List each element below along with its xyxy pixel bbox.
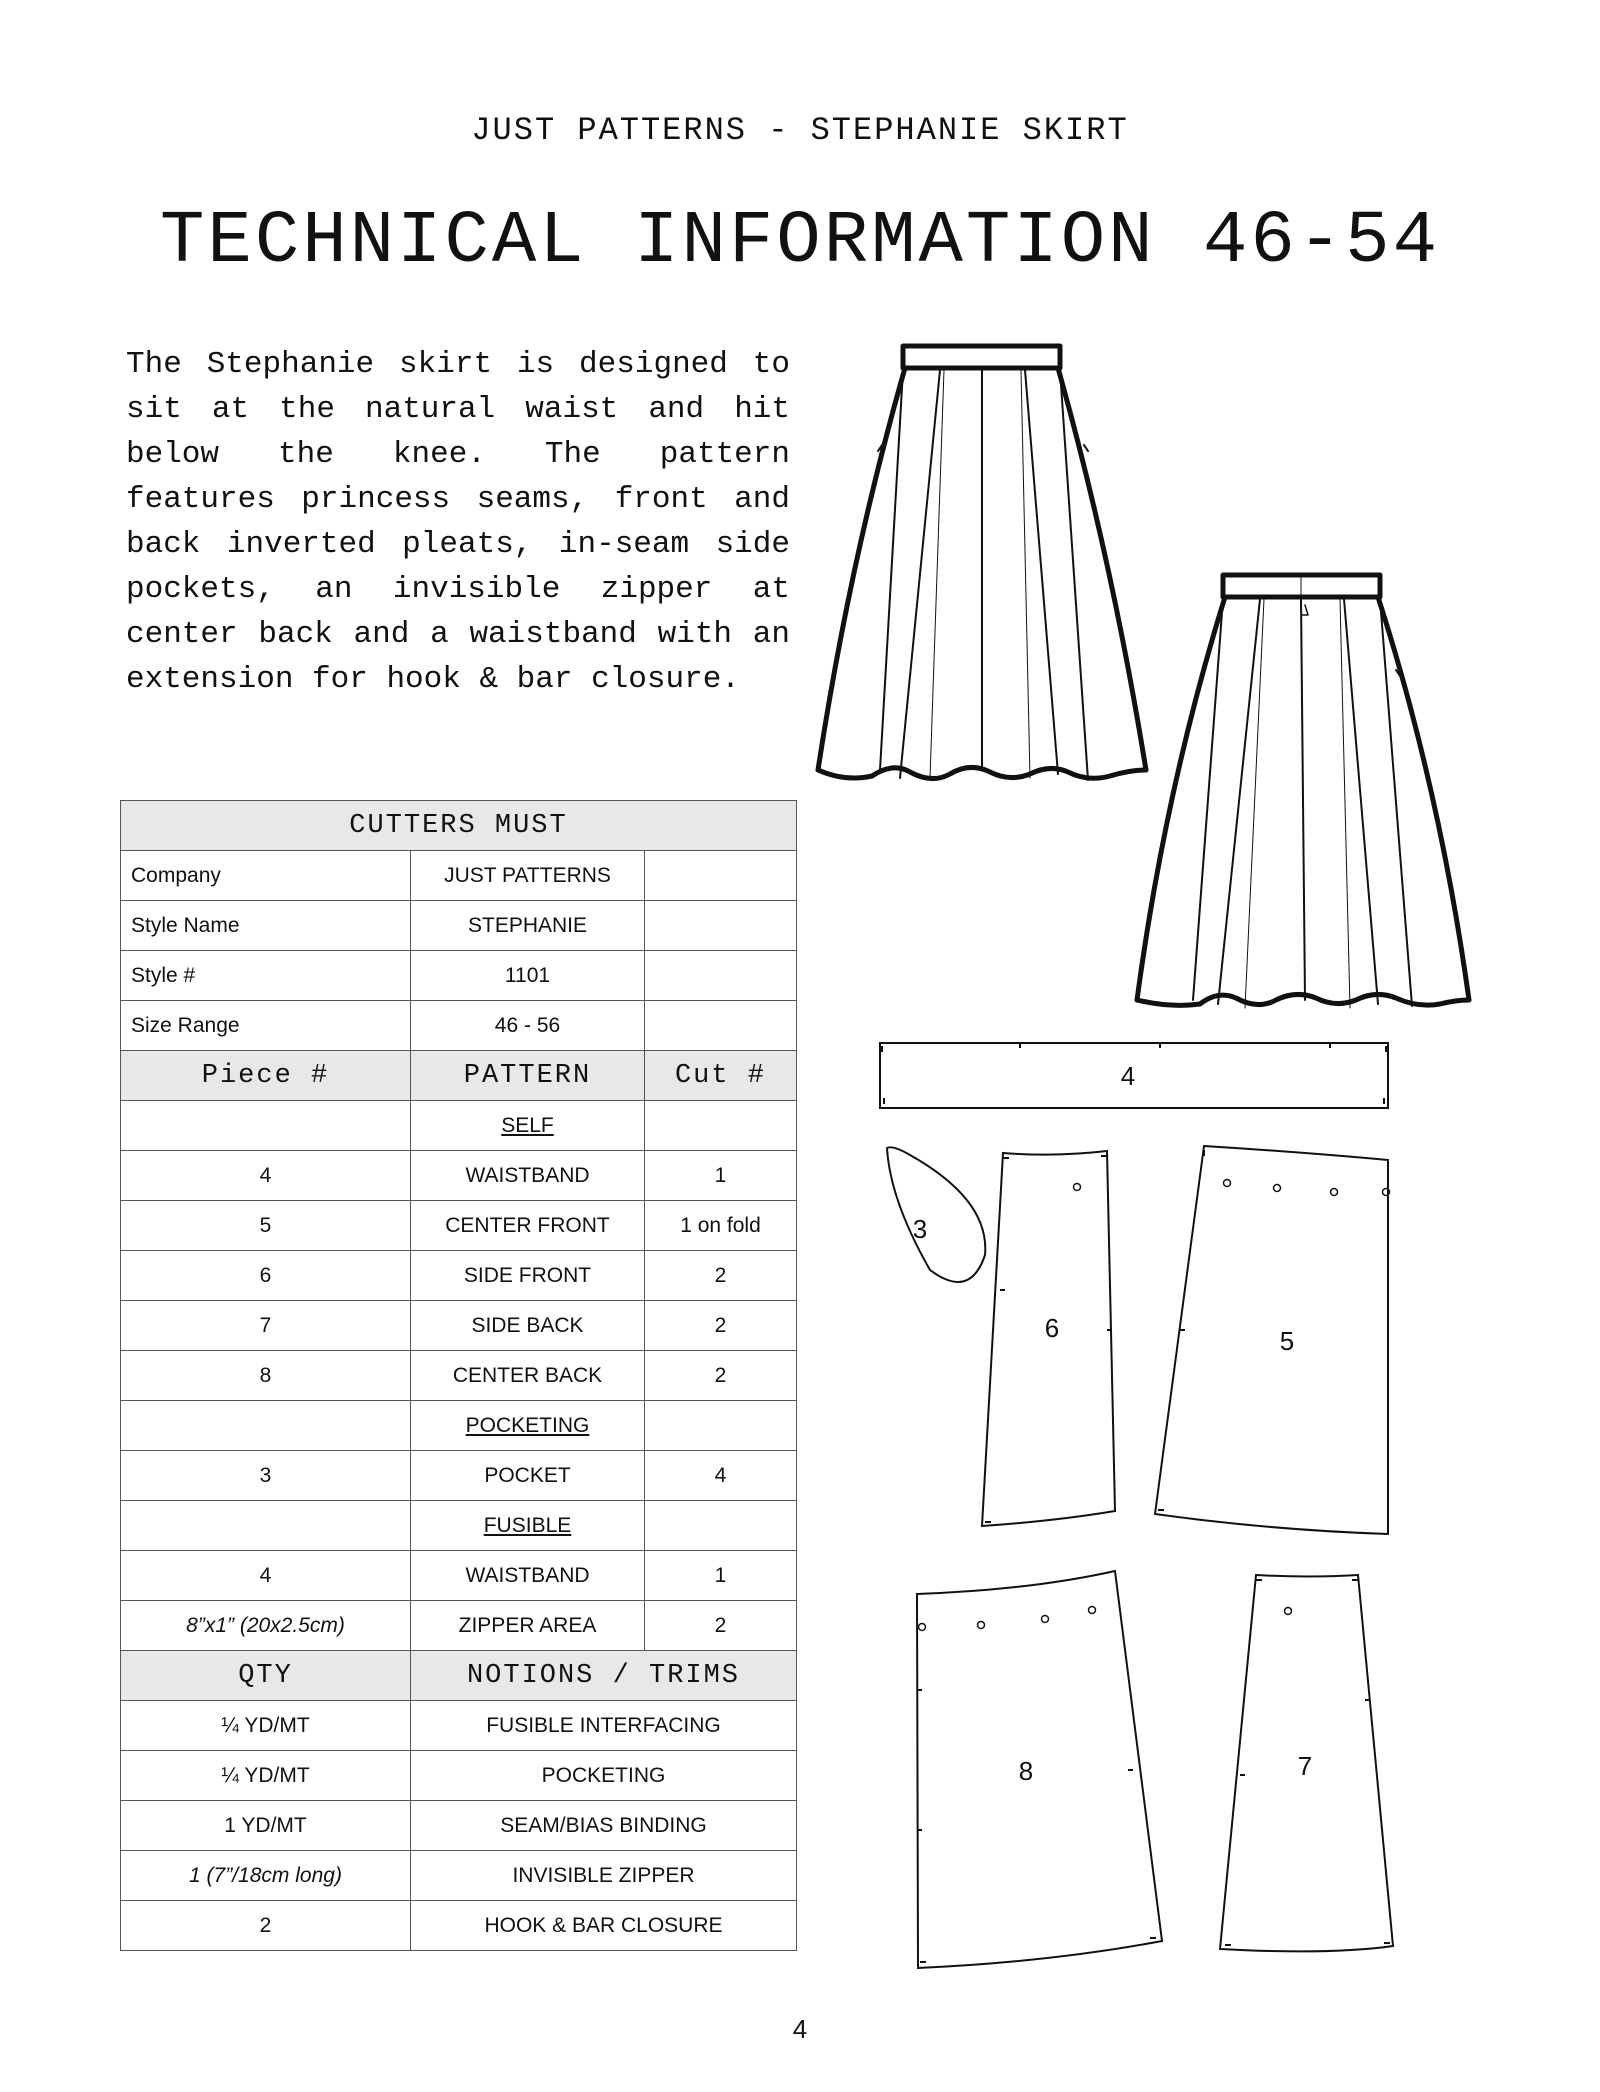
section-name: FUSIBLE — [411, 1501, 645, 1551]
piece-label-side-front: 6 — [1044, 1313, 1060, 1343]
column-header: QTY — [121, 1651, 411, 1701]
info-value: 46 - 56 — [411, 1001, 645, 1051]
table-title: CUTTERS MUST — [121, 801, 797, 851]
cut-cell: 1 — [645, 1151, 797, 1201]
qty-cell: 2 — [121, 1901, 411, 1951]
cut-cell: 2 — [645, 1601, 797, 1651]
section-name: POCKETING — [411, 1401, 645, 1451]
notion-cell: POCKETING — [411, 1751, 797, 1801]
notion-cell: FUSIBLE INTERFACING — [411, 1701, 797, 1751]
info-label: Style # — [121, 951, 411, 1001]
piece-label-pocket: 3 — [912, 1214, 928, 1244]
qty-cell: 1 YD/MT — [121, 1801, 411, 1851]
piece-label-center-back: 8 — [1018, 1756, 1034, 1786]
piece-cell: 8 — [121, 1351, 411, 1401]
pattern-cell: SIDE BACK — [411, 1301, 645, 1351]
cut-cell: 4 — [645, 1451, 797, 1501]
cut-cell: 2 — [645, 1351, 797, 1401]
description-paragraph: The Stephanie skirt is designed to sit at the natural waist and hit below the knee. The pattern features princess seams, front and back inverted pleats, in-seam side pockets, an invisible zipper at center back and a waistband with an extension for hook & bar closure. — [126, 347, 790, 697]
cut-cell: 1 — [645, 1551, 797, 1601]
pattern-piece-pocket — [887, 1147, 985, 1282]
notion-cell: HOOK & BAR CLOSURE — [411, 1901, 797, 1951]
piece-label-side-back: 7 — [1297, 1751, 1313, 1781]
piece-cell: 4 — [121, 1551, 411, 1601]
pattern-cell: WAISTBAND — [411, 1551, 645, 1601]
info-label: Company — [121, 851, 411, 901]
section-name: SELF — [411, 1101, 645, 1151]
info-label: Style Name — [121, 901, 411, 951]
info-value: STEPHANIE — [411, 901, 645, 951]
info-value: JUST PATTERNS — [411, 851, 645, 901]
column-header: Piece # — [121, 1051, 411, 1101]
notion-cell: INVISIBLE ZIPPER — [411, 1851, 797, 1901]
cut-cell: 2 — [645, 1301, 797, 1351]
skirt-back-flat — [1137, 575, 1469, 1008]
notion-cell: SEAM/BIAS BINDING — [411, 1801, 797, 1851]
qty-cell: 1 (7”/18cm long) — [121, 1851, 411, 1901]
piece-label-center-front: 5 — [1279, 1326, 1295, 1356]
piece-label-waistband: 4 — [1120, 1061, 1136, 1091]
pattern-cell: SIDE FRONT — [411, 1251, 645, 1301]
document-subtitle: JUST PATTERNS - STEPHANIE SKIRT — [471, 112, 1129, 149]
piece-cell: 8”x1” (20x2.5cm) — [121, 1601, 411, 1651]
piece-cell: 7 — [121, 1301, 411, 1351]
info-value: 1101 — [411, 951, 645, 1001]
column-header: Cut # — [645, 1051, 797, 1101]
pattern-cell: ZIPPER AREA — [411, 1601, 645, 1651]
piece-cell: 5 — [121, 1201, 411, 1251]
cut-cell: 1 on fold — [645, 1201, 797, 1251]
piece-cell: 4 — [121, 1151, 411, 1201]
piece-cell: 6 — [121, 1251, 411, 1301]
pattern-cell: WAISTBAND — [411, 1151, 645, 1201]
pattern-cell: CENTER FRONT — [411, 1201, 645, 1251]
page-title: TECHNICAL INFORMATION 46-54 — [160, 200, 1440, 284]
info-label: Size Range — [121, 1001, 411, 1051]
pattern-cell: CENTER BACK — [411, 1351, 645, 1401]
page-number: 4 — [792, 2014, 808, 2044]
column-header: PATTERN — [411, 1051, 645, 1101]
pattern-cell: POCKET — [411, 1451, 645, 1501]
qty-cell: ¼ YD/MT — [121, 1701, 411, 1751]
column-header: NOTIONS / TRIMS — [411, 1651, 797, 1701]
pattern-piece-center-front — [1155, 1146, 1390, 1534]
pattern-piece-center-back — [917, 1571, 1162, 1968]
piece-cell: 3 — [121, 1451, 411, 1501]
qty-cell: ¼ YD/MT — [121, 1751, 411, 1801]
cut-cell: 2 — [645, 1251, 797, 1301]
skirt-front-flat — [818, 346, 1146, 780]
